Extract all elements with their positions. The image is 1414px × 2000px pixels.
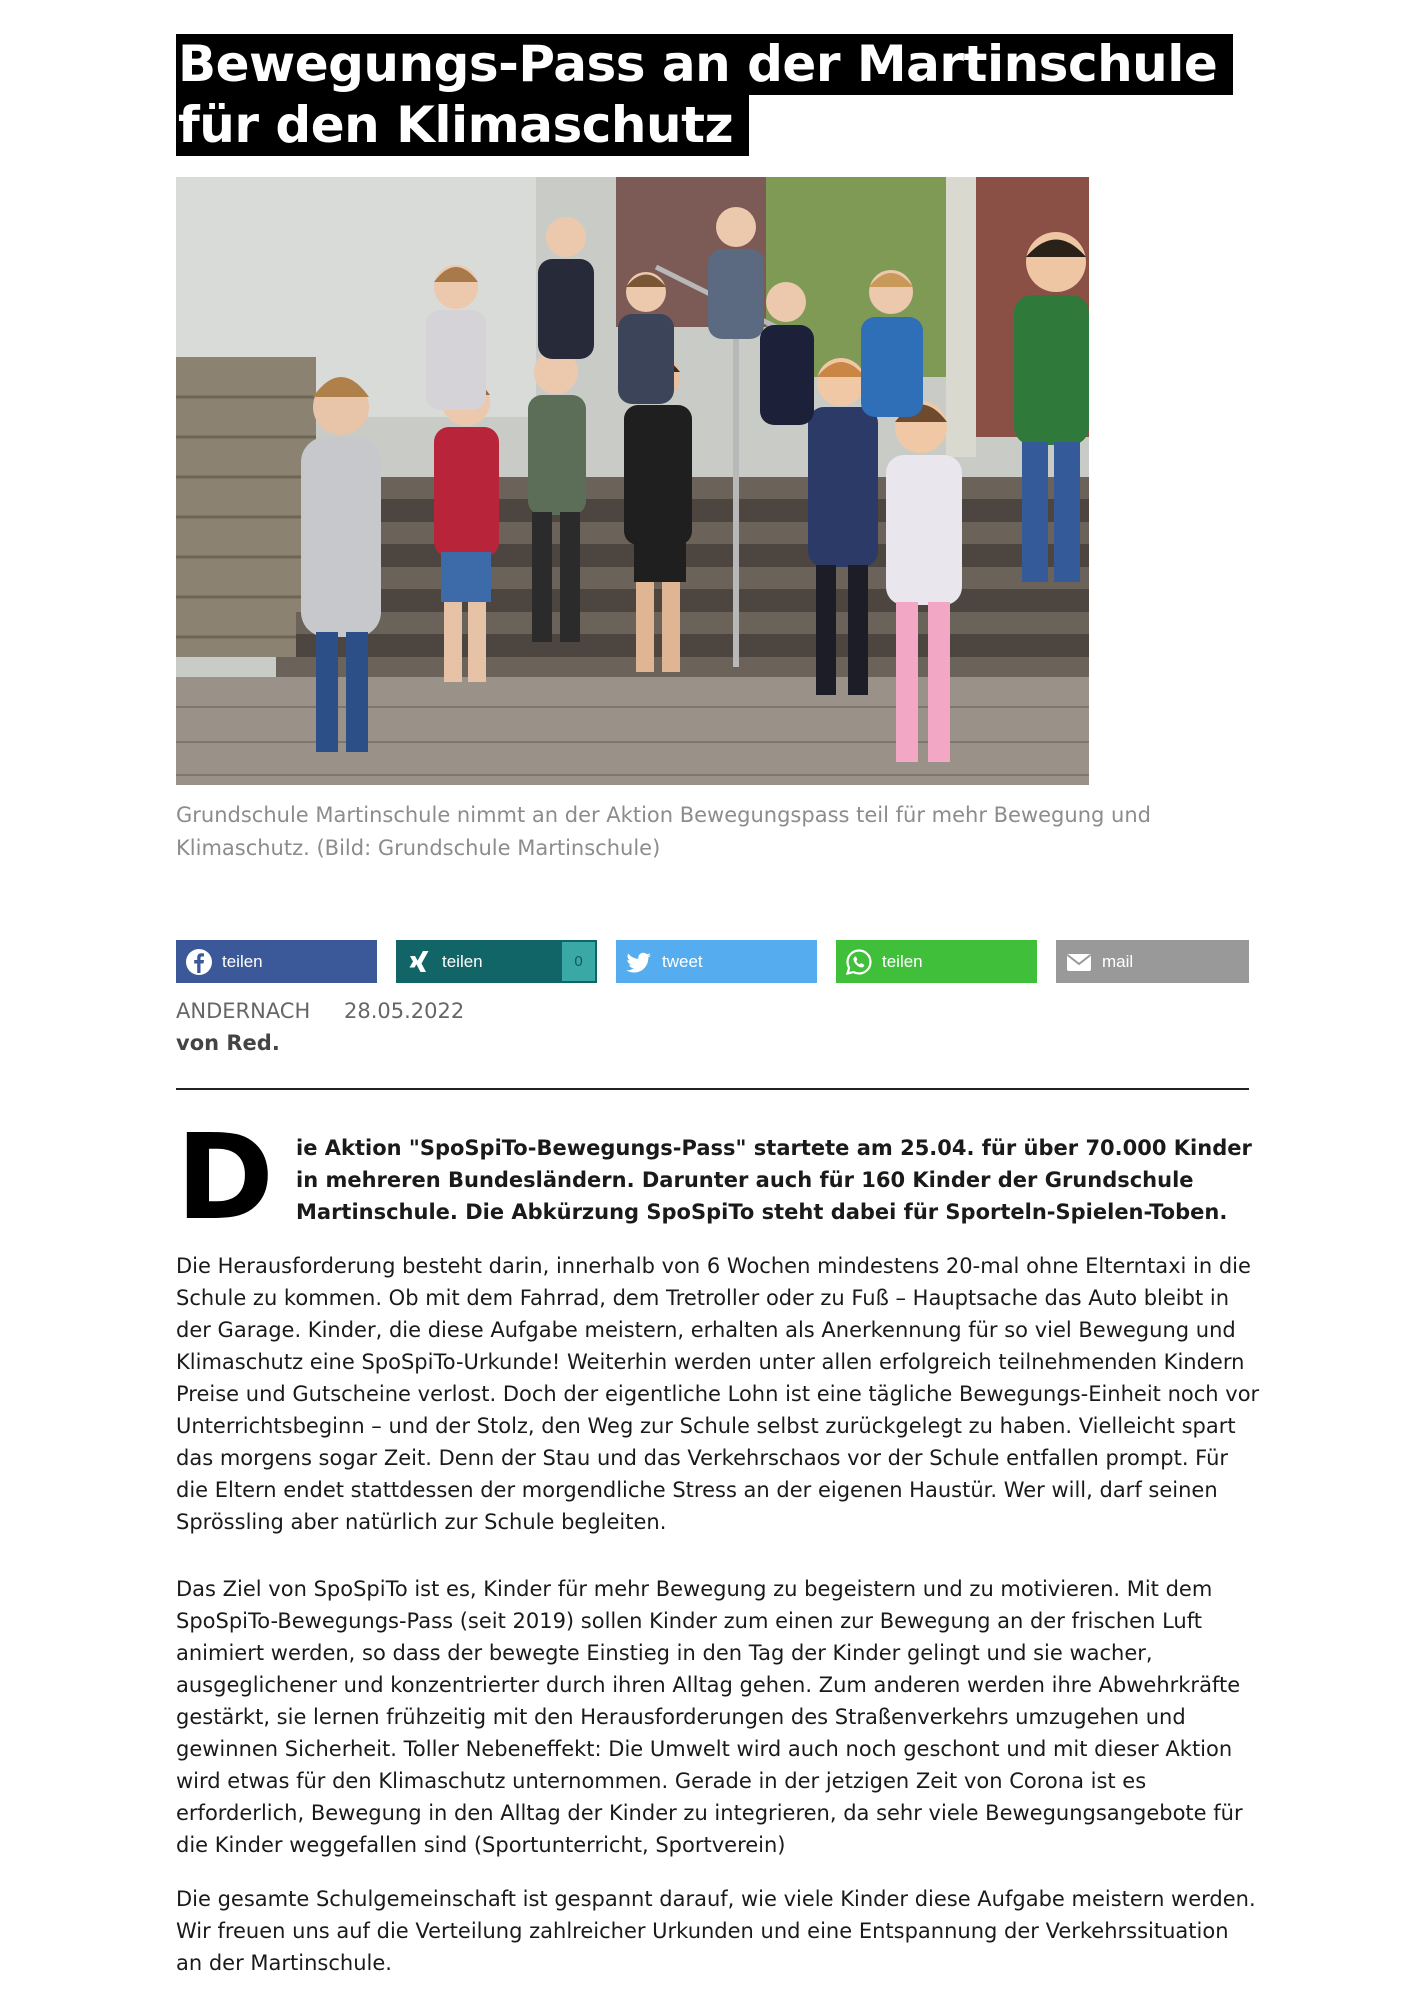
article-location: ANDERNACH: [176, 999, 311, 1023]
whatsapp-icon: [844, 947, 874, 977]
article-photo: [176, 177, 1089, 785]
xing-share-count: 0: [562, 942, 595, 981]
body-paragraph-2: Das Ziel von SpoSpiTo ist es, Kinder für mehr Bewegung zu begeistern und zu motivieren. Mit dem SpoSpiTo-Bewegungs-Pass (seit 2019) sollen Kinder zum einen zur Bewegung an der frischen Luft animiert werden, so dass der bewegte Einstieg in den Tag der Kinder gelingt und sie wacher, ausgeglichener und konzentrierter durch ihren Alltag gehen. Zum anderen werden ihre Abwehrkräfte gestärkt, sie lernen frühzeitig mit den Herausforderungen des Straßenverkehrs umzugehen und gewinnen Sicherheit. Toller Nebeneffekt: Die Umwelt wird auch noch geschont und mit dieser Aktion wird etwas für den Klimaschutz unternommen. Gerade in der jetzigen Zeit von Corona ist es erforderlich, Bewegung in den Alltag der Kinder zu integrieren, da sehr viele Bewegungsangebote für die Kinder weggefallen sind (Sportunterricht, Sportverein): [176, 1577, 1243, 1857]
article-headline: [176, 34, 1256, 156]
drop-cap: D: [176, 1108, 274, 1246]
photo-caption: Grundschule Martinschule nimmt an der Aktion Bewegungspass teil für mehr Bewegung und Klimaschutz. (Bild: Grundschule Martinschule): [176, 803, 1151, 860]
body-paragraph-1: Die Herausforderung besteht darin, innerhalb von 6 Wochen mindestens 20-mal ohne Elterntaxi in die Schule zu kommen. Ob mit dem Fahrrad, dem Tretroller oder zu Fuß – Hauptsache das Auto bleibt in der Garage. Kinder, die diese Aufgabe meistern, erhalten als Anerkennung für so viel Bewegung und Klimaschutz eine SpoSpiTo-Urkunde! Weiterhin werden unter allen erfolgreich teilnehmenden Kindern Preise und Gutscheine verlost. Doch der eigentliche Lohn ist eine tägliche Bewegungs-Einheit noch vor Unterrichtsbeginn – und der Stolz, den Weg zur Schule selbst zurückgelegt zu haben. Vielleicht spart das morgens sogar Zeit. Denn der Stau und das Verkehrschaos vor der Schule entfallen prompt. Für die Eltern endet stattdessen der morgendliche Stress an der eigenen Haustür. Wer will, darf seinen Sprössling aber natürlich zur Schule begleiten.: [176, 1254, 1260, 1534]
share-bar: [176, 940, 1249, 984]
article-date: 28.05.2022: [344, 999, 465, 1023]
body-paragraph-3: Die gesamte Schulgemeinschaft ist gespannt darauf, wie viele Kinder diese Aufgabe meistern werden. Wir freuen uns auf die Verteilung zahlreicher Urkunden und eine Entspannung der Verkehrssituation an der Martinschule.: [176, 1887, 1256, 1975]
xing-share-label: teilen: [442, 952, 483, 971]
facebook-share-button[interactable]: [176, 940, 377, 983]
headline-line-2: für den Klimaschutz: [176, 95, 749, 156]
twitter-icon: [624, 947, 654, 977]
mail-share-label: mail: [1102, 952, 1134, 971]
facebook-icon: [184, 947, 214, 977]
whatsapp-share-label: teilen: [882, 952, 923, 971]
whatsapp-share-button[interactable]: [836, 940, 1037, 983]
twitter-share-label: tweet: [662, 952, 703, 971]
article-author: von Red.: [176, 1031, 280, 1055]
xing-icon: [404, 947, 434, 977]
header-divider: [176, 1088, 1249, 1090]
lead-paragraph: ie Aktion "SpoSpiTo-Bewegungs-Pass" startete am 25.04. für über 70.000 Kinder in mehreren Bundesländern. Darunter auch für 160 Kinder der Grundschule Martinschule. Die Abkürzung SpoSpiTo steht dabei für Sporteln-Spielen-Toben.: [296, 1136, 1252, 1224]
headline-line-1: Bewegungs-Pass an der Martinschule: [176, 34, 1233, 95]
twitter-share-button[interactable]: [616, 940, 817, 983]
mail-share-button[interactable]: [1056, 940, 1249, 983]
xing-share-button[interactable]: [396, 940, 597, 983]
mail-icon: [1064, 947, 1094, 977]
facebook-share-label: teilen: [222, 952, 263, 971]
